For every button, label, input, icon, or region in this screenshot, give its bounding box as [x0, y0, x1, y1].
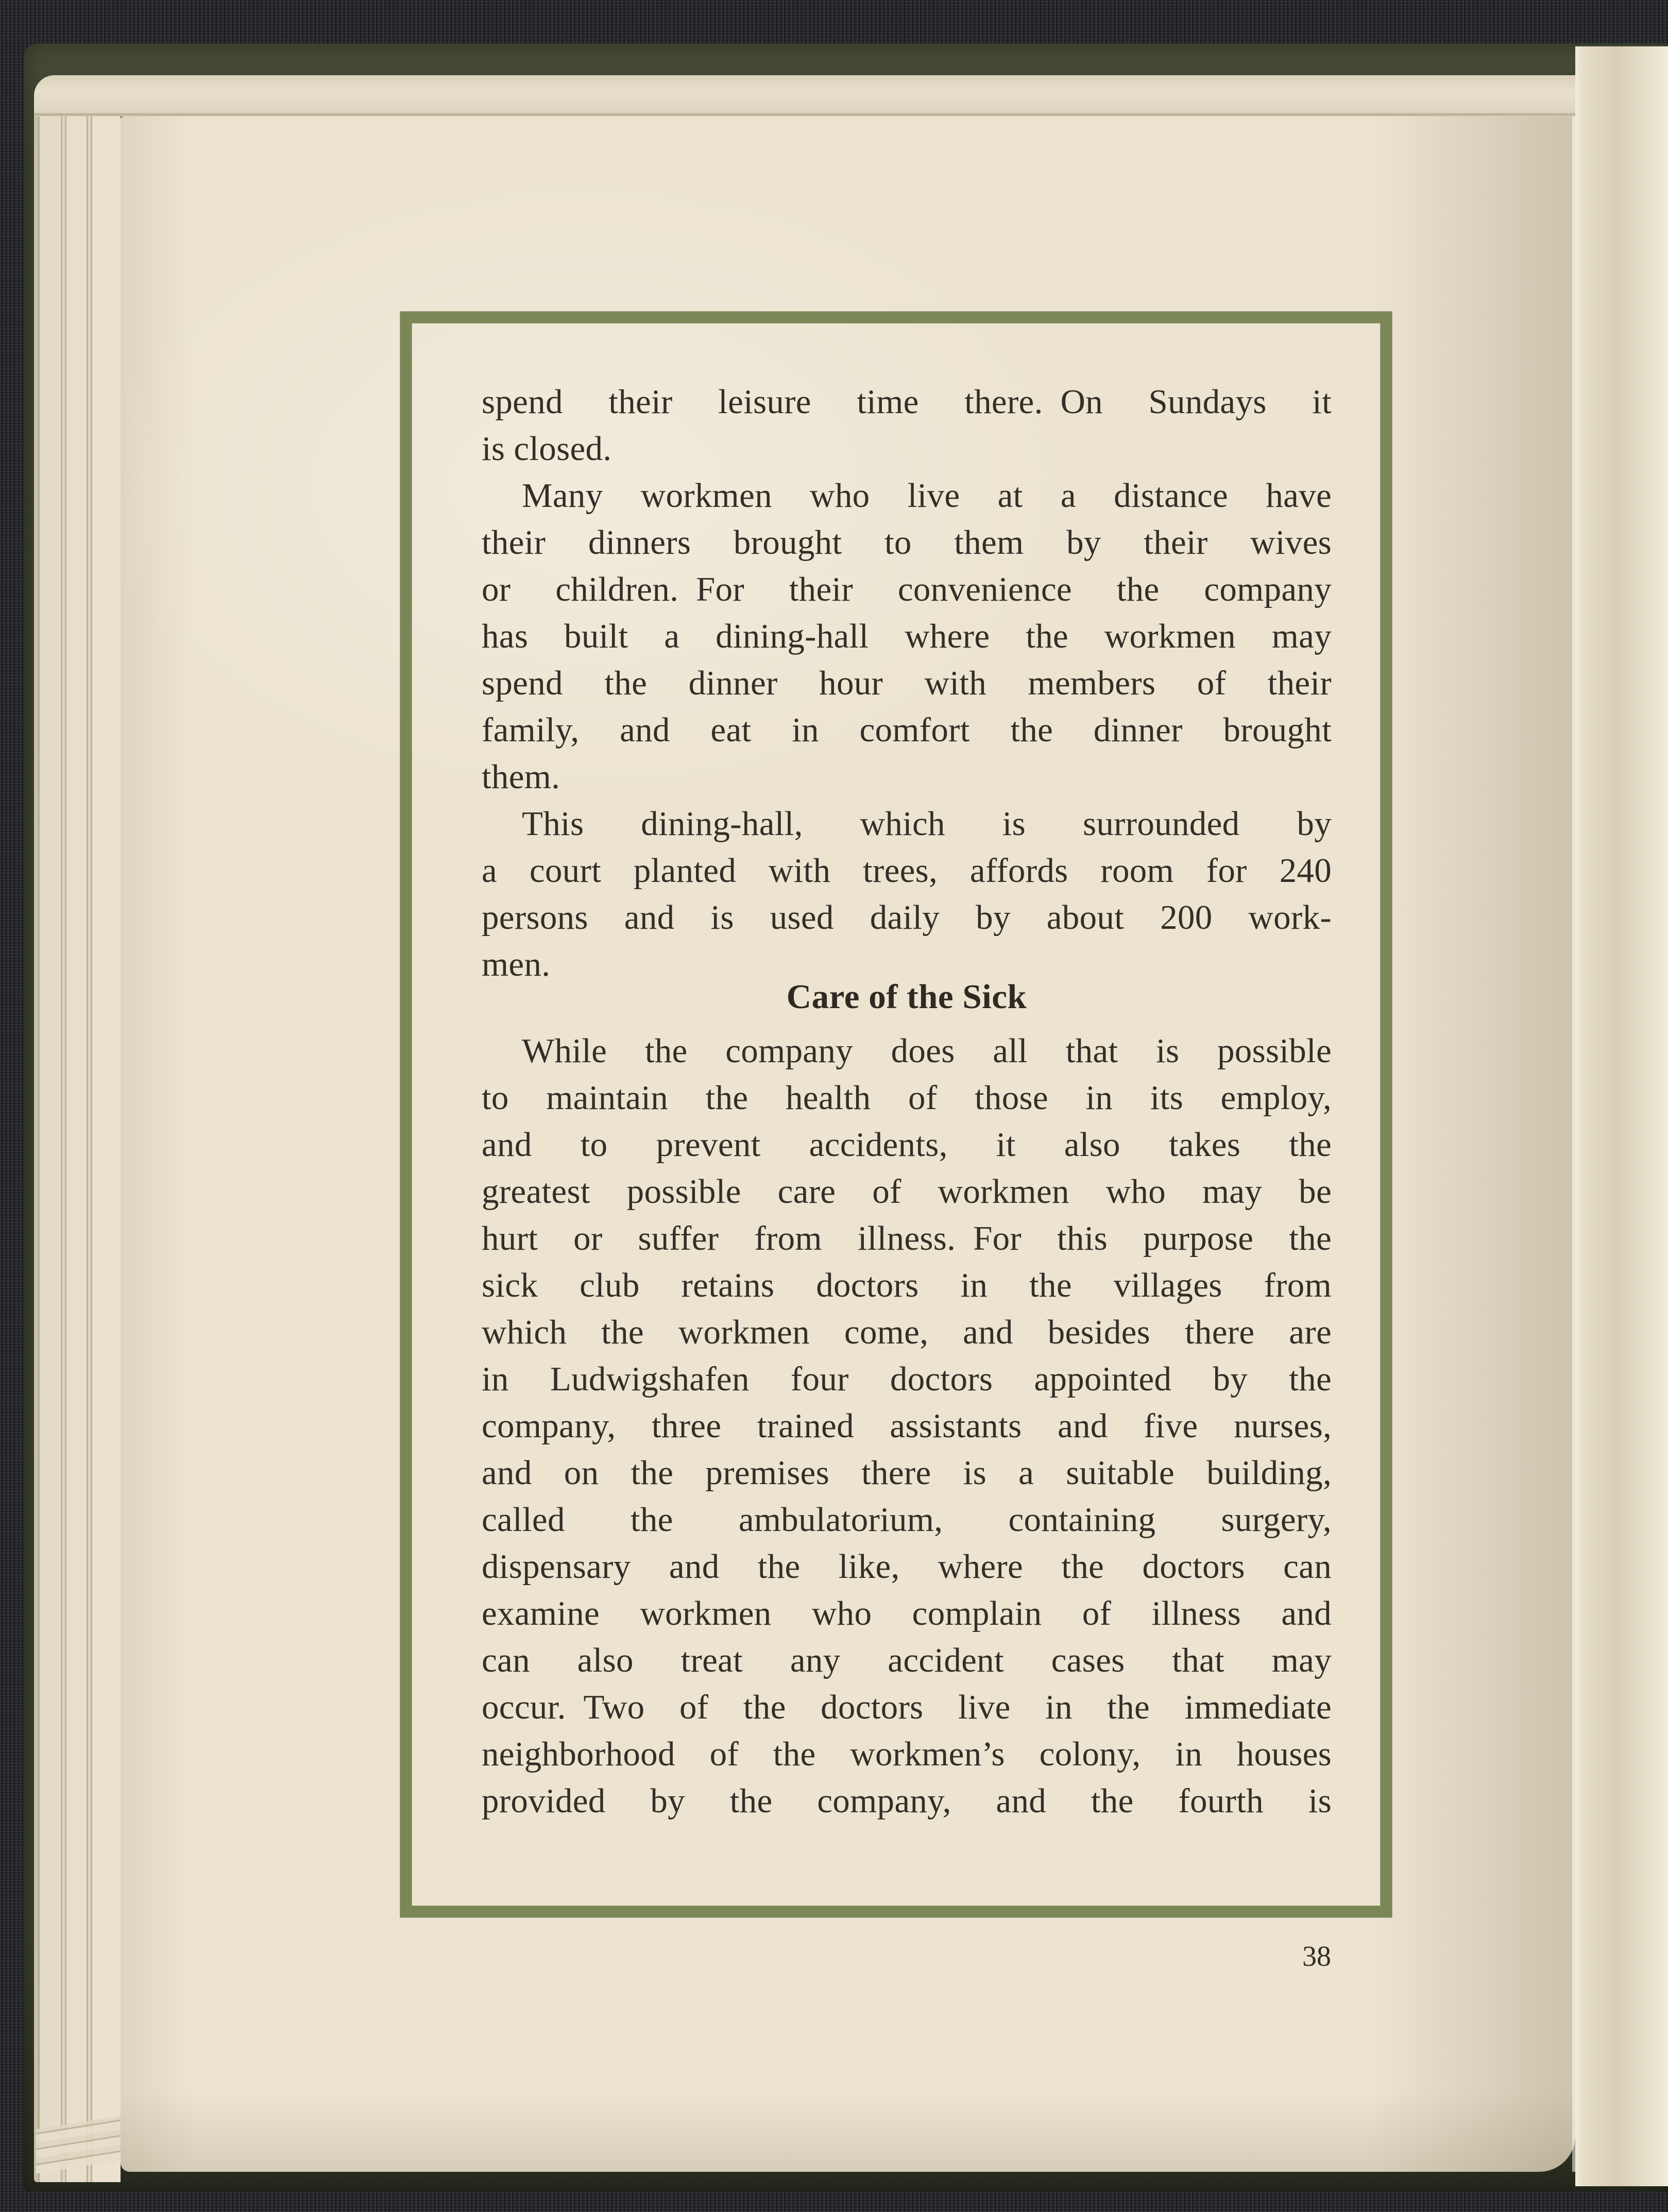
text-line: sick club retains doctors in the villages from [482, 1266, 1332, 1304]
text-line: a court planted with trees, affords room for 240 [482, 852, 1332, 890]
text-line: called the ambulatorium, containing surgery, [482, 1501, 1332, 1539]
text-line: and on the premises there is a suitable building, [482, 1454, 1332, 1492]
section-heading: Care of the Sick [786, 978, 1027, 1016]
text-line: company, three trained assistants and five nurses, [482, 1407, 1332, 1445]
text-line: provided by the company, and the fourth is [482, 1782, 1332, 1820]
book-page [121, 116, 1575, 2172]
text-line: is closed. [482, 430, 612, 468]
text-line: persons and is used daily by about 200 work- [482, 898, 1332, 937]
text-line: examine workmen who complain of illness and [482, 1594, 1332, 1632]
page-stack-edge-top [34, 75, 1575, 116]
text-line: Many workmen who live at a distance have [522, 477, 1332, 515]
text-line: to maintain the health of those in its employ, [482, 1079, 1332, 1117]
facing-page-gutter [1575, 46, 1668, 2186]
text-line: family, and eat in comfort the dinner brought [482, 711, 1332, 749]
text-line: men. [482, 945, 551, 983]
text-line: spend their leisure time there. On Sundays it [482, 383, 1332, 421]
text-line: hurt or suffer from illness. For this purpose the [482, 1219, 1332, 1257]
text-line: greatest possible care of workmen who may be [482, 1172, 1332, 1211]
text-line: which the workmen come, and besides there are [482, 1313, 1332, 1351]
page-stack-edge-left [34, 75, 121, 2182]
text-line: has built a dining-hall where the workmen may [482, 617, 1332, 655]
text-block [482, 379, 1332, 1825]
text-line: and to prevent accidents, it also takes the [482, 1126, 1332, 1164]
text-line: or children. For their convenience the company [482, 570, 1332, 608]
text-line: occur. Two of the doctors live in the immediate [482, 1688, 1332, 1726]
text-line: their dinners brought to them by their wives [482, 523, 1332, 561]
text-line: in Ludwigshafen four doctors appointed by the [482, 1360, 1332, 1398]
text-line: can also treat any accident cases that may [482, 1641, 1332, 1679]
page-number: 38 [1302, 1941, 1331, 1972]
text-line: This dining-hall, which is surrounded by [522, 805, 1332, 843]
text-line: While the company does all that is possible [522, 1032, 1332, 1070]
text-line: dispensary and the like, where the doctors can [482, 1547, 1332, 1586]
text-line: spend the dinner hour with members of their [482, 664, 1332, 702]
text-line: neighborhood of the workmen’s colony, in houses [482, 1735, 1332, 1773]
text-line: them. [482, 758, 560, 796]
